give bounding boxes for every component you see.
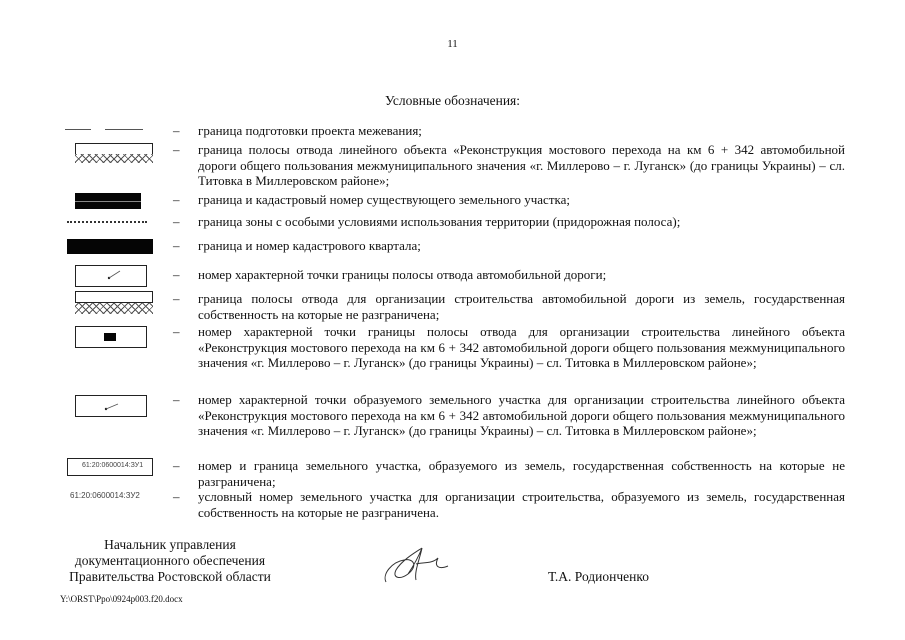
conditional-number-symbol [67, 489, 157, 503]
dash: – [173, 291, 180, 306]
parcel-point-symbol [75, 395, 147, 417]
legend-text: номер и граница земельного участка, образуемого из земель, государственная собственность на которые не разграничена; [198, 458, 845, 489]
construction-strip-symbol [75, 291, 153, 315]
dash: – [173, 192, 180, 207]
position-line: Начальник управления [104, 537, 236, 552]
position-line: документационного обеспечения [74, 553, 266, 568]
conditional-number-label: 61:20:0600014:ЗУ2 [70, 491, 140, 500]
legend-text: граница полосы отвода для организации строительства автомобильной дороги из земель, государственная собственность на которые не разграничена; [198, 291, 845, 322]
legend-text: условный номер земельного участка для организации строительства, образуемого из земель, государственная собственность на которые не разграничена. [198, 489, 845, 520]
dash: – [173, 489, 180, 504]
signatory-name: Т.А. Родионченко [548, 569, 649, 584]
road-point-symbol [75, 265, 147, 287]
dash: – [173, 324, 180, 339]
page-number: 11 [447, 38, 458, 50]
boundary-line-symbol [65, 129, 143, 131]
cadastral-parcel-symbol [75, 193, 141, 209]
handwritten-signature [378, 544, 458, 594]
signatory-position [30, 537, 310, 585]
dash: – [173, 123, 180, 138]
legend-text: номер характерной точки границы полосы отвода автомобильной дороги; [198, 267, 607, 282]
legend-text: граница подготовки проекта межевания; [198, 123, 422, 138]
dash: – [173, 142, 180, 157]
dash: – [173, 214, 180, 229]
position-line: Правительства Ростовской области [69, 569, 271, 584]
cadastral-quarter-symbol [67, 239, 153, 254]
parcel-number-label: 61:20:0600014:ЗУ1 [82, 462, 144, 469]
parcel-boundary-symbol [67, 458, 153, 476]
dash: – [173, 267, 180, 282]
legend-text: граница и номер кадастрового квартала; [198, 238, 421, 253]
construction-point-symbol [75, 326, 147, 348]
legend-text: номер характерной точки границы полосы отвода для организации строительства линейного объекта «Реконструкция мостового перехода на км 6 + 342 автомобильной дороги общего пользования межмуниципального значения «г. Миллерово – г. Луганск» (до границы Украины) – сл. Титовка в Миллеровском районе»; [198, 324, 845, 370]
legend-text: номер характерной точки образуемого земельного участка для организации строительства линейного объекта «Реконструкция мостового перехода на км 6 + 342 автомобильной дороги общего пользования межмуниципального значения «г. Миллерово – г. Луганск» (до границы Украины) – сл. Титовка в Миллеровском районе»; [198, 392, 845, 438]
legend-text: граница полосы отвода линейного объекта «Реконструкция мостового перехода на км 6 + 342 автомобильной дороги общего пользования межмуниципального значения «г. Миллерово – г. Луганск» (до границы Украины) – сл. Титовка в Миллеровском районе»; [198, 142, 845, 188]
protection-zone-line-symbol [67, 221, 147, 225]
legend-title: Условные обозначения: [384, 93, 521, 108]
dash: – [173, 458, 180, 473]
hatched-strip-symbol [75, 143, 153, 163]
legend-text: граница зоны с особыми условиями использования территории (придорожная полоса); [198, 214, 681, 229]
legend-text: граница и кадастровый номер существующего земельного участка; [198, 192, 571, 207]
dash: – [173, 238, 180, 253]
dash: – [173, 392, 180, 407]
file-path: Y:\ORST\Ppo\0924p003.f20.docx [60, 594, 183, 604]
